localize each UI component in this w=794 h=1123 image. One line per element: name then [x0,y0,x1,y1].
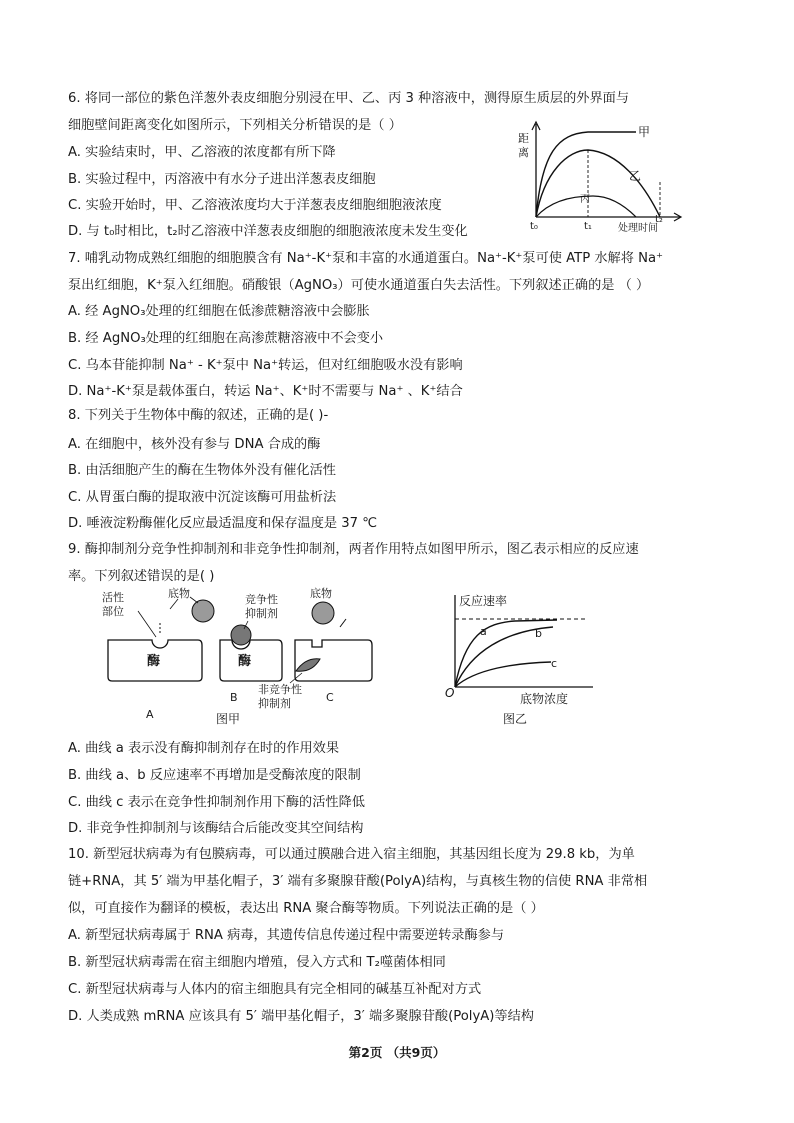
yi-origin: O [445,686,455,700]
active-site-label-1: 活性 [102,591,124,604]
page-footer: 第2页 （共9页） [348,1045,446,1060]
q9-figure-yi [425,585,605,725]
yi-label-c: c [551,657,558,670]
q6-option-b: B. 实验过程中，丙溶液中有水分子进出洋葱表皮细胞 [68,172,376,187]
q6-distance-time-graph [508,112,688,232]
q9-stem-line-1: 9. 酶抑制剂分竞争性抑制剂和非竞争性抑制剂，两者作用特点如图甲所示，图乙表示相应的反应速 [68,542,639,557]
q7-option-d: D. Na⁺-K⁺泵是载体蛋白，转运 Na⁺、K⁺时不需要与 Na⁺ 、K⁺结合 [68,384,463,399]
q7-option-c: C. 乌本苷能抑制 Na⁺ - K⁺泵中 Na⁺转运，但对红细胞吸水没有影响 [68,358,463,373]
q7-option-b: B. 经 AgNO₃处理的红细胞在高渗蔗糖溶液中不会变小 [68,331,384,346]
figure-jia-caption: 图甲 [216,712,241,725]
q7-option-a: A. 经 AgNO₃处理的红细胞在低渗蔗糖溶液中会膨胀 [68,304,370,319]
competitive-inhibitor [231,625,251,645]
q6-label-t0: t₀ [530,221,538,232]
q7-stem-line-2: 泵出红细胞，K⁺泵入红细胞。硝酸银（AgNO₃）可使水通道蛋白失去活性。下列叙述正确的是 （ ） [68,278,650,293]
q10-option-d: D. 人类成熟 mRNA 应该具有 5′ 端甲基化帽子，3′ 端多聚腺苷酸(PolyA)等结构 [68,1009,534,1024]
q9-figure-jia [90,585,380,725]
q6-stem-line-2: 细胞壁间距离变化如图所示，下列相关分析错误的是（ ） [68,118,402,133]
enzyme-c [295,640,372,681]
q8-option-c: C. 从胃蛋白酶的提取液中沉淀该酶可用盐析法 [68,490,337,505]
curve-c [455,662,551,687]
substrate-label-1: 底物 [168,587,190,600]
q10-option-c: C. 新型冠状病毒与人体内的宿主细胞具有完全相同的碱基互补配对方式 [68,982,482,997]
yi-label-a: a [480,625,487,638]
q6-option-d: D. 与 t₀时相比，t₂时乙溶液中洋葱表皮细胞的细胞液浓度未发生变化 [68,224,468,239]
enzyme-label-b: 酶 [238,654,252,669]
q8-option-b: B. 由活细胞产生的酶在生物体外没有催化活性 [68,463,336,478]
q8-stem: 8. 下列关于生物体中酶的叙述，正确的是( )- [68,408,329,423]
noncompetitive-label-2: 抑制剂 [258,697,291,710]
substrate-label-2: 底物 [310,587,332,600]
panel-b-label: B [230,691,238,704]
q10-stem-line-3: 似，可直接作为翻译的模板，表达出 RNA 聚合酶等物质。下列说法正确的是（ ） [68,901,544,916]
panel-c-label: C [326,691,334,704]
q6-ylabel-1: 距 [518,132,529,145]
yi-xlabel: 底物浓度 [520,692,569,706]
enzyme-label-a: 酶 [147,654,161,669]
q9-option-b: B. 曲线 a、b 反应速率不再增加是受酶浓度的限制 [68,768,361,783]
q9-option-a: A. 曲线 a 表示没有酶抑制剂存在时的作用效果 [68,741,340,756]
yi-label-b: b [535,627,542,640]
q6-xlabel: 处理时间 [618,223,658,232]
q6-ylabel-2: 离 [518,146,529,159]
competitive-label-2: 抑制剂 [245,607,278,620]
q8-option-a: A. 在细胞中，核外没有参与 DNA 合成的酶 [68,437,321,452]
q6-label-bing: 丙 [580,194,590,205]
q6-option-c: C. 实验开始时，甲、乙溶液浓度均大于洋葱表皮细胞细胞液浓度 [68,198,442,213]
q9-option-d: D. 非竞争性抑制剂与该酶结合后能改变其空间结构 [68,821,364,836]
q10-option-a: A. 新型冠状病毒属于 RNA 病毒，其遗传信息传递过程中需要逆转录酶参与 [68,928,505,943]
q6-label-yi: 乙 [629,169,642,183]
q10-stem-line-1: 10. 新型冠状病毒为有包膜病毒，可以通过膜融合进入宿主细胞，其基因组长度为 29.8 kb，为单 [68,847,635,862]
q10-option-b: B. 新型冠状病毒需在宿主细胞内增殖，侵入方式和 T₂噬菌体相同 [68,955,446,970]
q7-stem-line-1: 7. 哺乳动物成熟红细胞的细胞膜含有 Na⁺-K⁺泵和丰富的水通道蛋白。Na⁺-K⁺泵可使 ATP 水解将 Na⁺ [68,251,663,266]
substrate-c [312,602,334,624]
yi-ylabel: 反应速率 [459,594,508,608]
figure-yi-caption: 图乙 [503,712,528,725]
q9-option-c: C. 曲线 c 表示在竞争性抑制剂作用下酶的活性降低 [68,795,365,810]
active-site-label-2: 部位 [102,605,124,618]
q10-stem-line-2: 链+RNA，其 5′ 端为甲基化帽子，3′ 端有多聚腺苷酸(PolyA)结构，与真核生物的信使 RNA 非常相 [68,874,648,889]
q9-stem-line-2: 率。下列叙述错误的是( ) [68,569,215,584]
q6-stem-line-1: 6. 将同一部位的紫色洋葱外表皮细胞分别浸在甲、乙、丙 3 种溶液中，测得原生质层的外界面与 [68,91,630,106]
q6-label-t2: t₂ [655,214,663,225]
substrate-free [192,600,214,622]
q8-option-d: D. 唾液淀粉酶催化反应最适温度和保存温度是 37 ℃ [68,516,378,531]
panel-a-label: A [146,708,154,721]
competitive-label-1: 竞争性 [245,593,278,606]
curve-yi [536,150,660,217]
noncompetitive-label-1: 非竞争性 [258,683,302,696]
q6-label-t1: t₁ [584,221,592,232]
q6-label-jia: 甲 [638,125,651,139]
q6-option-a: A. 实验结束时，甲、乙溶液的浓度都有所下降 [68,145,336,160]
